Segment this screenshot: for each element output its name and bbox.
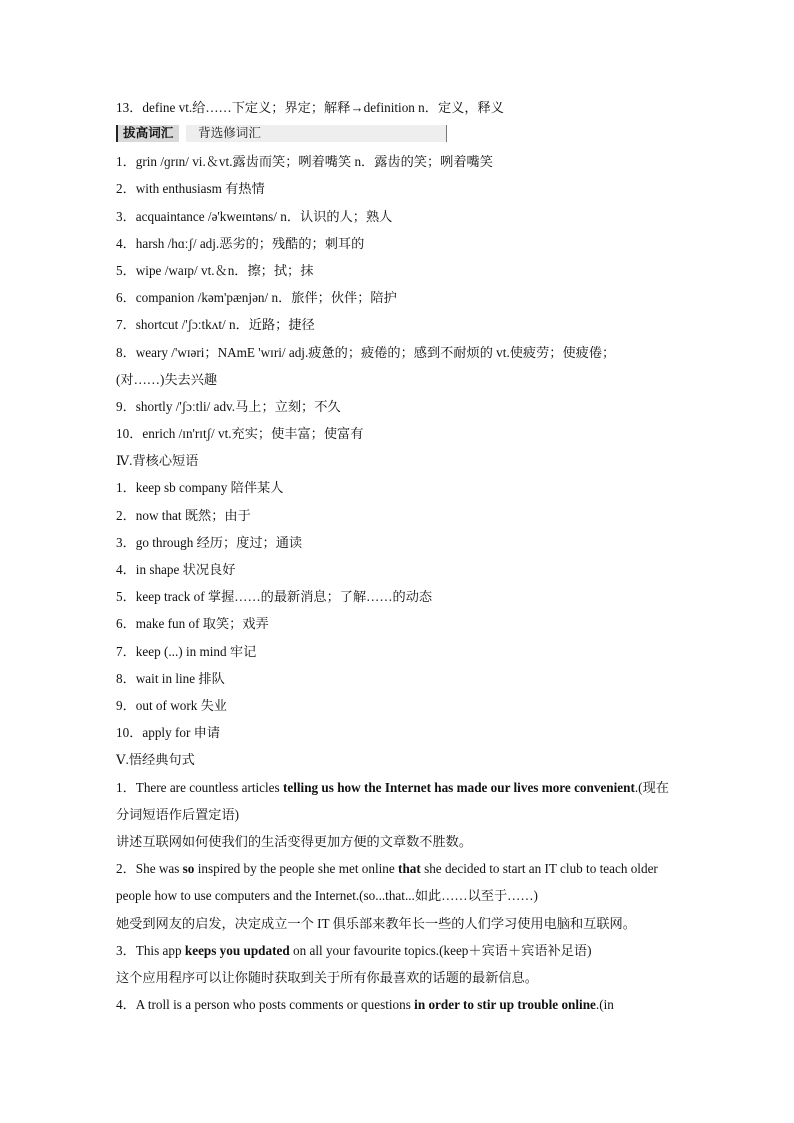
sentence-3-part-a: 3．This app — [116, 942, 185, 958]
sentence-2-part-a: 2．She was — [116, 861, 183, 877]
sentence-4-part-b: .(in — [595, 997, 614, 1013]
sentence-2 — [116, 855, 678, 909]
phrase-keep-track-of: 5．keep track of 掌握……的最新消息；了解……的动态 — [116, 589, 433, 605]
sentence-3-translation: 这个应用程序可以让你随时获取到关于所有你最喜欢的话题的最新信息。 — [116, 969, 538, 985]
sentence-4 — [116, 991, 678, 1018]
vocab-shortcut: 7．shortcut /'ʃɔːtkʌt/ n．近路；捷径 — [116, 317, 315, 333]
vocab-with-enthusiasm: 2．with enthusiasm 有热情 — [116, 181, 265, 197]
sentence-2-that: that — [398, 861, 421, 877]
vocab-harsh: 4．harsh /hɑːʃ/ adj.恶劣的；残酷的；刺耳的 — [116, 235, 365, 251]
document-page — [116, 94, 678, 1018]
vocab-13-define: 13．define vt.给……下定义；界定；解释→definition n．定义，释义 — [116, 100, 504, 115]
phrase-make-fun-of: 6．make fun of 取笑；戏弄 — [116, 616, 269, 632]
sentence-2-part-c: she decided to start an IT club to teach older people how to use computers and the Internet.(so...that...如此……以至于……) — [116, 861, 658, 904]
vocab-weary-cont: (对……)失去兴趣 — [116, 371, 218, 387]
sentence-1 — [116, 774, 678, 828]
vocab-companion: 6．companion /kəm'pænjən/ n．旅伴；伙伴；陪护 — [116, 290, 397, 306]
phrase-keep-company: 1．keep sb company 陪伴某人 — [116, 480, 284, 496]
vocab-weary: 8．weary /'wɪəri；NAmE 'wɪri/ adj.疲惫的；疲倦的；感到不耐烦的 vt.使疲劳；使疲倦； — [116, 344, 616, 360]
section-bar-advanced-vocab — [116, 124, 678, 144]
section-subtitle: 背选修词汇 — [186, 125, 447, 142]
sentence-2-part-b: inspired by the people she met online — [194, 861, 399, 877]
sentence-3-bold: keeps you updated — [184, 942, 290, 958]
sentence-2-translation: 她受到网友的启发，决定成立一个 IT 俱乐部来教年长一些的人们学习使用电脑和互联网。 — [116, 915, 636, 931]
phrase-in-shape: 4．in shape 状况良好 — [116, 562, 236, 577]
sentence-1-note: .(现在分词短语作后置定语) — [116, 779, 669, 822]
sentence-1-plain: There are countless articles — [135, 779, 283, 795]
vocab-acquaintance: 3．acquaintance /ə'kweɪntəns/ n．认识的人；熟人 — [116, 208, 393, 224]
sentence-3 — [116, 937, 678, 964]
heading-sentences: Ⅴ.悟经典句式 — [116, 752, 195, 768]
vocab-grin: 1．grin /ɡrɪn/ vi.＆vt.露齿而笑；咧着嘴笑 n．露齿的笑；咧着嘴笑 — [116, 154, 493, 170]
phrase-keep-in-mind: 7．keep (...) in mind 牢记 — [116, 643, 257, 659]
phrase-out-of-work: 9．out of work 失业 — [116, 697, 227, 713]
sentence-1-number: 1． — [116, 779, 136, 795]
sentence-4-part-a: 4．A troll is a person who posts comments or questions — [116, 997, 415, 1013]
phrase-now-that: 2．now that 既然；由于 — [116, 507, 251, 523]
phrase-apply-for: 10．apply for 申请 — [116, 725, 221, 741]
sentence-3-part-b: on all your favourite topics.(keep＋宾语＋宾语补足语) — [289, 942, 592, 958]
phrase-wait-in-line: 8．wait in line 排队 — [116, 670, 225, 686]
sentence-2-so: so — [182, 861, 195, 877]
heading-phrases: Ⅳ.背核心短语 — [116, 453, 199, 469]
sentence-1-translation: 讲述互联网如何使我们的生活变得更加方便的文章数不胜数。 — [116, 833, 473, 849]
phrase-go-through: 3．go through 经历；度过；通读 — [116, 534, 303, 550]
section-tab-label: 拔高词汇 — [116, 125, 179, 142]
vocab-wipe: 5．wipe /waɪp/ vt.＆n．擦；拭；抹 — [116, 262, 314, 278]
vocab-enrich: 10．enrich /ɪn'rɪtʃ/ vt.充实；使丰富；使富有 — [116, 426, 364, 442]
sentence-4-bold: in order to stir up trouble online — [414, 997, 596, 1013]
vocab-shortly: 9．shortly /'ʃɔːtli/ adv.马上；立刻；不久 — [116, 398, 341, 414]
sentence-1-bold: telling us how the Internet has made our lives more convenient — [282, 779, 635, 795]
